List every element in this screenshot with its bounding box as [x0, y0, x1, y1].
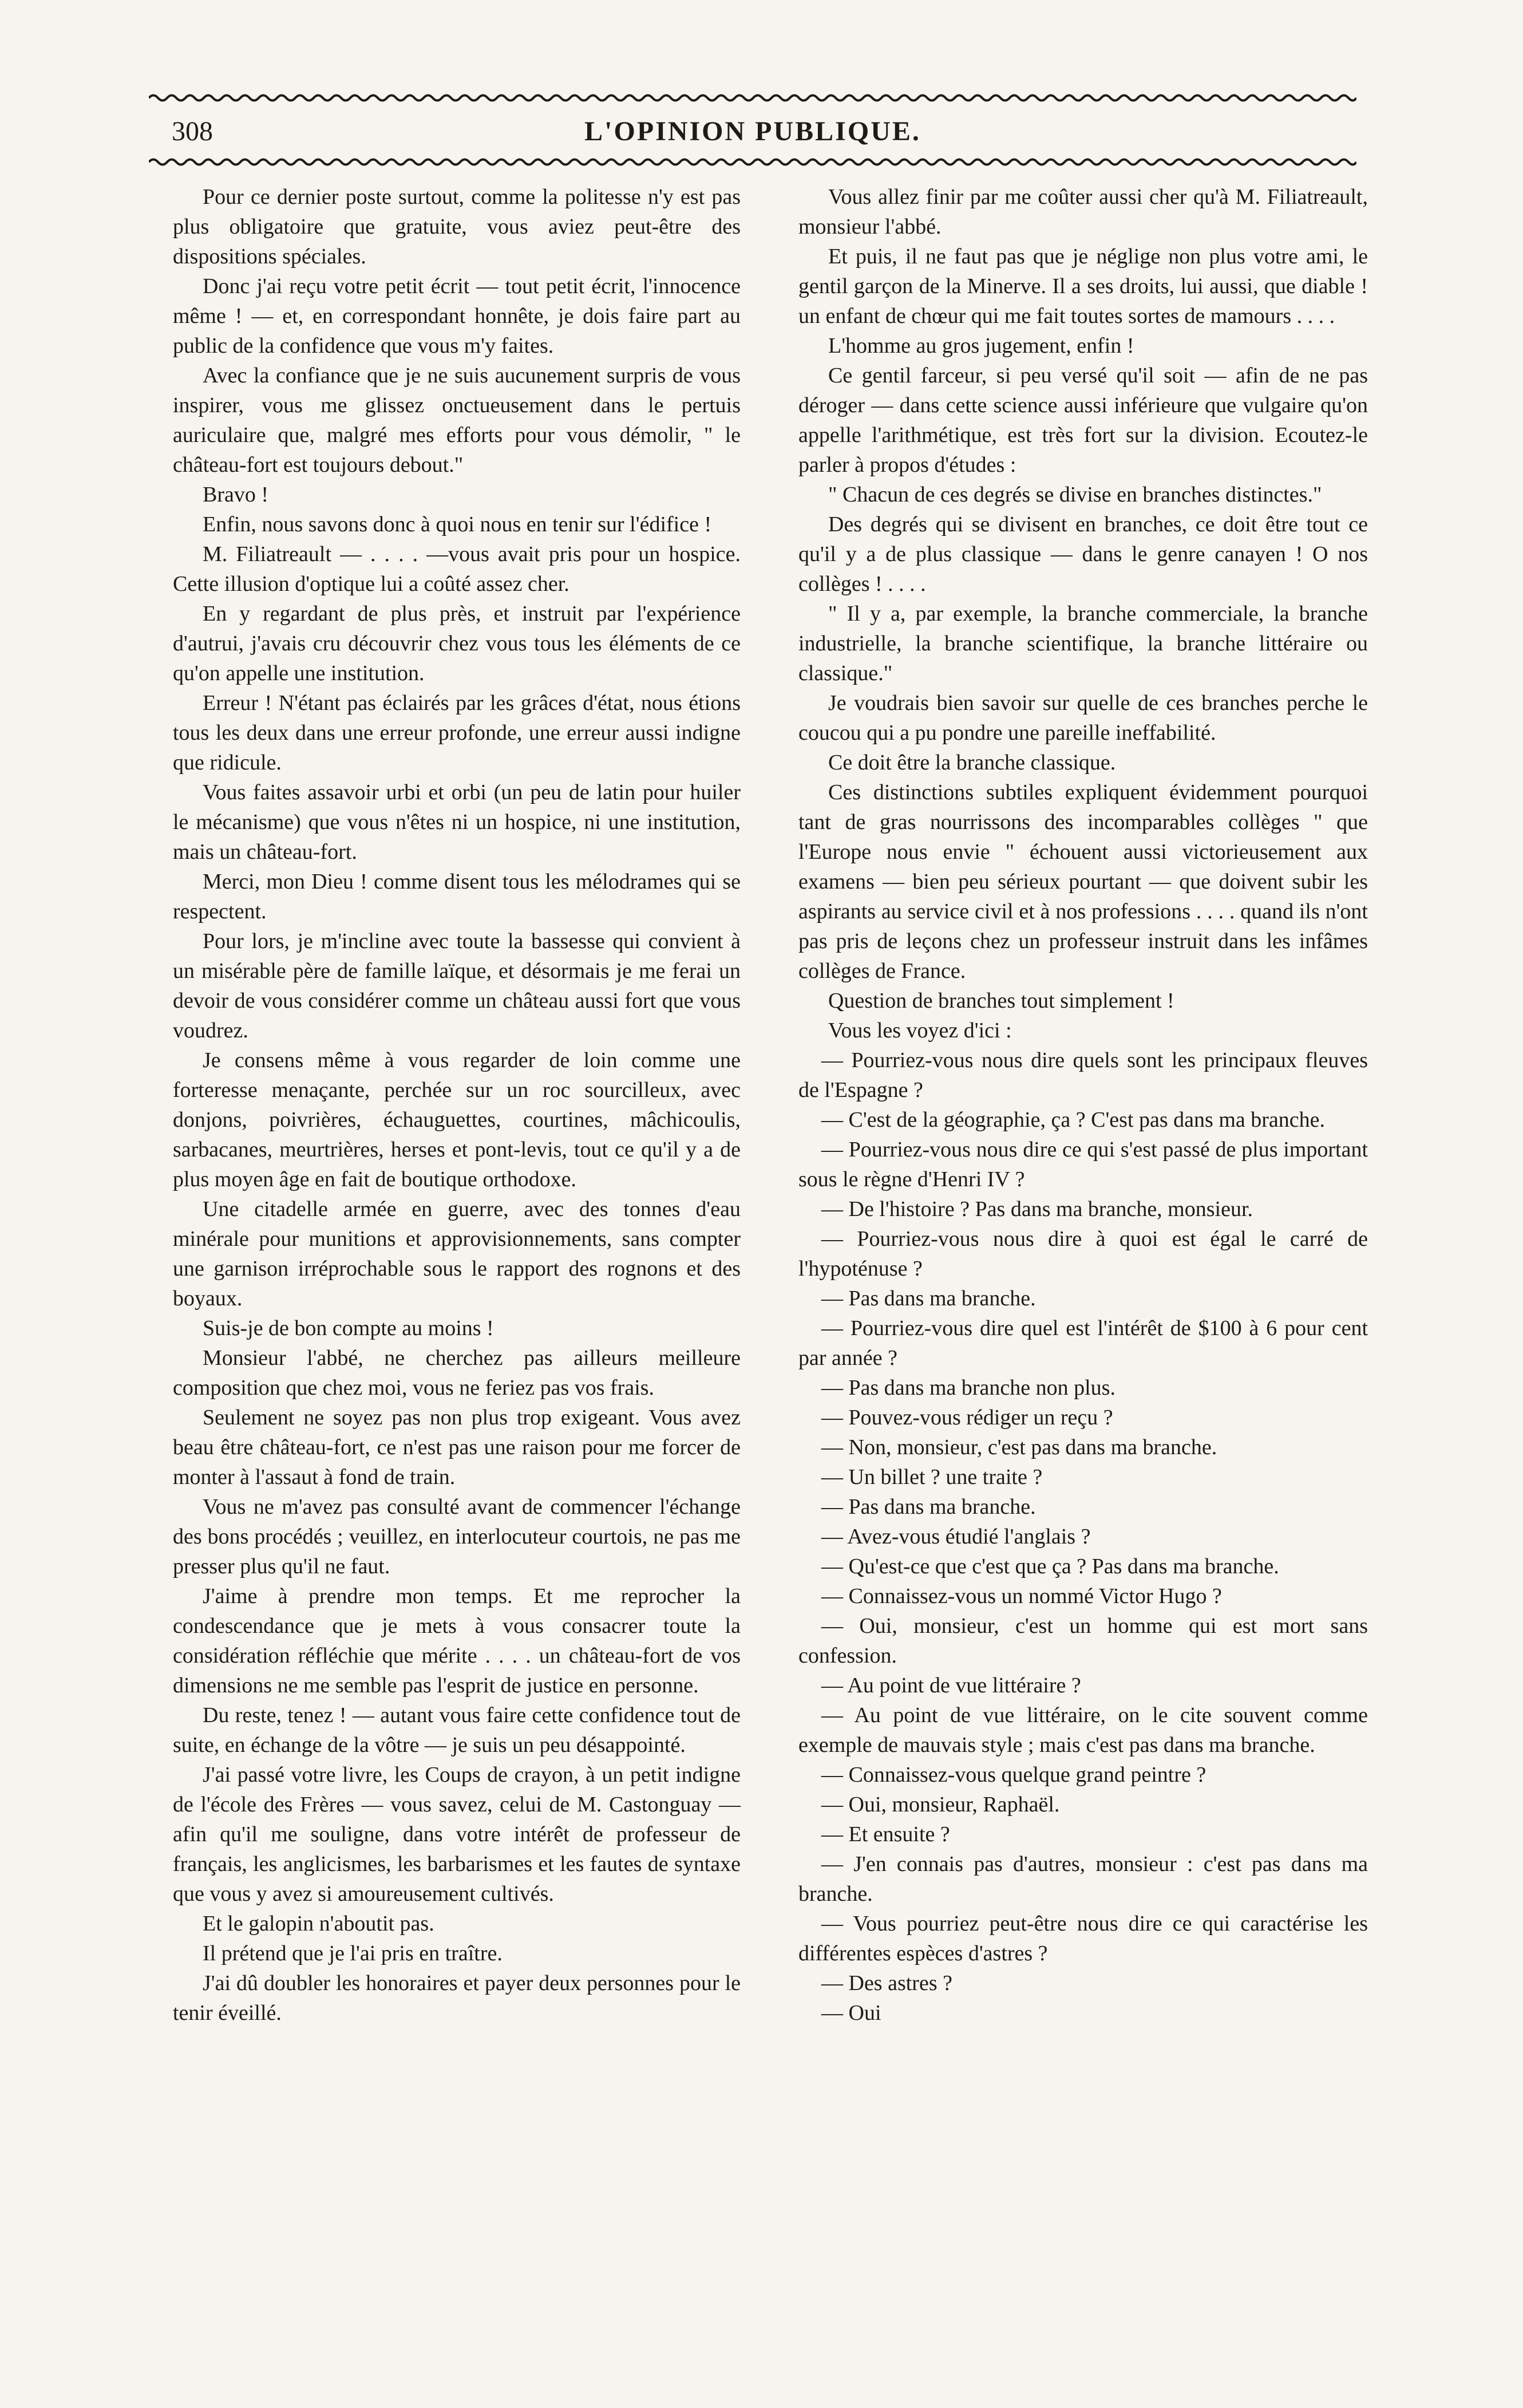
dialogue-line: — Qu'est-ce que c'est que ça ? Pas dans ma branche.: [821, 1554, 1279, 1578]
paragraph: Suis-je de bon compte au moins !: [203, 1316, 494, 1340]
paragraph: Je consens même à vous regarder de loin comme une forteresse menaçante, perchée sur un roc sourcilleux, avec donjons, poivrières, échauguettes, courtines, mâchicoulis, sarbacanes, meurtrières, herses et pont-levis, tout ce qu'il y a de plus moyen âge en fait de boutique orthodoxe.: [173, 1048, 741, 1191]
dialogue-line: — Pourriez-vous nous dire à quoi est égal le carré de l'hypoténuse ?: [798, 1227, 1368, 1281]
paragraph: Vous ne m'avez pas consulté avant de commencer l'échange des bons procédés ; veuillez, en interlocuteur courtois, ne pas me presser plus qu'il ne faut.: [173, 1495, 741, 1578]
dialogue-line: — Pouvez-vous rédiger un reçu ?: [821, 1406, 1113, 1430]
paragraph: Une citadelle armée en guerre, avec des tonnes d'eau minérale pour munitions et approvisionnements, sans compter une garnison irréprochable sous le rapport des rognons et des boyaux.: [173, 1197, 741, 1310]
paragraph: Vous faites assavoir urbi et orbi (un peu de latin pour huiler le mécanisme) que vous n'êtes ni un hospice, ni une institution, mais un château-fort.: [173, 780, 741, 864]
paragraph: Vous allez finir par me coûter aussi cher qu'à M. Filiatreault, monsieur l'abbé.: [798, 185, 1368, 239]
paragraph: Ce doit être la branche classique.: [828, 751, 1116, 775]
paragraph: Monsieur l'abbé, ne cherchez pas ailleurs meilleure composition que chez moi, vous ne feriez pas vos frais.: [173, 1346, 741, 1400]
paragraph: Ce gentil farceur, si peu versé qu'il soit — afin de ne pas déroger — dans cette science aussi inférieure que vulgaire qu'on appelle l'arithmétique, est très fort sur la division. Ecoutez-le parler à propos d'études :: [798, 364, 1368, 477]
paragraph: J'aime à prendre mon temps. Et me reprocher la condescendance que je mets à vous consacrer toute la considération réfléchie que mérite . . . . un château-fort de vos dimensions ne me semble pas l'esprit de justice en personne.: [173, 1584, 741, 1698]
paragraph: Pour ce dernier poste surtout, comme la politesse n'y est pas plus obligatoire que gratuite, vous aviez peut-être des dispositions spéciales.: [173, 185, 741, 269]
paragraph: Donc j'ai reçu votre petit écrit — tout petit écrit, l'innocence même ! — et, en correspondant honnête, je dois faire part au public de la confidence que vous m'y faites.: [173, 274, 741, 358]
dialogue-line: — Pas dans ma branche.: [821, 1286, 1036, 1310]
paragraph: Ces distinctions subtiles expliquent évidemment pourquoi tant de gras nourrissons des incomparables collèges " que l'Europe nous envie " échouent aussi victorieusement aux examens — bien peu sérieux pourtant — que doivent subir les aspirants au service civil et à nos professions . . . . quand ils n'ont pas pris de leçons chez un professeur instruit dans les infâmes collèges de France.: [798, 780, 1368, 983]
paragraph: Enfin, nous savons donc à quoi nous en tenir sur l'édifice !: [203, 512, 712, 536]
dialogue-line: — De l'histoire ? Pas dans ma branche, monsieur.: [821, 1197, 1253, 1221]
paragraph: Je voudrais bien savoir sur quelle de ces branches perche le coucou qui a pu pondre une pareille ineffabilité.: [798, 691, 1368, 745]
top-wavy-rule: [149, 92, 1356, 104]
dialogue-line: — Au point de vue littéraire, on le cite souvent comme exemple de mauvais style ; mais c'est pas dans ma branche.: [798, 1703, 1368, 1757]
dialogue-line: — Vous pourriez peut-être nous dire ce qui caractérise les différentes espèces d'astres ?: [798, 1912, 1368, 1965]
dialogue-line: — Pourriez-vous nous dire ce qui s'est passé de plus important sous le règne d'Henri IV ?: [798, 1138, 1368, 1191]
dialogue-line: — Connaissez-vous quelque grand peintre ?: [821, 1763, 1206, 1787]
paragraph: Et puis, il ne faut pas que je néglige non plus votre ami, le gentil garçon de la Minerve. Il a ses droits, lui aussi, que diable ! un enfant de chœur qui me fait toutes sortes de mamours . . . .: [798, 244, 1368, 328]
right-column: [798, 182, 1368, 2028]
left-column: [173, 182, 741, 2028]
paragraph: Pour lors, je m'incline avec toute la bassesse qui convient à un misérable père de famille laïque, et désormais je me ferai un devoir de vous considérer comme un château aussi fort que vous voudrez.: [173, 929, 741, 1043]
dialogue-line: — Avez-vous étudié l'anglais ?: [821, 1525, 1091, 1549]
paragraph: Bravo !: [203, 483, 269, 507]
paragraph: Question de branches tout simplement !: [828, 989, 1174, 1013]
journal-title: L'OPINION PUBLIQUE.: [584, 116, 921, 147]
paragraph: Merci, mon Dieu ! comme disent tous les mélodrames qui se respectent.: [173, 870, 741, 923]
dialogue-line: — Pas dans ma branche non plus.: [821, 1376, 1115, 1400]
dialogue-line: — Au point de vue littéraire ?: [821, 1673, 1081, 1698]
paragraph: " Il y a, par exemple, la branche commerciale, la branche industrielle, la branche scientifique, la branche littéraire ou classique.": [798, 602, 1368, 685]
dialogue-line: — Pas dans ma branche.: [821, 1495, 1036, 1519]
paragraph: Et le galopin n'aboutit pas.: [203, 1912, 434, 1936]
paragraph: L'homme au gros jugement, enfin !: [828, 334, 1134, 358]
dialogue-line: — J'en connais pas d'autres, monsieur : c'est pas dans ma branche.: [798, 1852, 1368, 1906]
paragraph: Avec la confiance que je ne suis aucunement surpris de vous inspirer, vous me glissez onctueusement dans le pertuis auriculaire que, malgré mes efforts pour vous démolir, " le château-fort est toujours debout.": [173, 364, 741, 477]
paragraph: En y regardant de plus près, et instruit par l'expérience d'autrui, j'avais cru découvrir chez vous tous les éléments de ce qu'on appelle une institution.: [173, 602, 741, 685]
paragraph: Des degrés qui se divisent en branches, ce doit être tout ce qu'il y a de plus classique — dans le genre canayen ! O nos collèges ! . . . .: [798, 512, 1368, 596]
paragraph: " Chacun de ces degrés se divise en branches distinctes.": [828, 483, 1322, 507]
paragraph: Seulement ne soyez pas non plus trop exigeant. Vous avez beau être château-fort, ce n'est pas une raison pour me forcer de monter à l'assaut à fond de train.: [173, 1406, 741, 1489]
paragraph: Erreur ! N'étant pas éclairés par les grâces d'état, nous étions tous les deux dans une erreur profonde, une erreur aussi indigne que ridicule.: [173, 691, 741, 775]
dialogue-line: — Des astres ?: [821, 1971, 952, 1995]
dialogue-line: — Un billet ? une traite ?: [821, 1465, 1043, 1489]
paragraph: Du reste, tenez ! — autant vous faire cette confidence tout de suite, en échange de la vôtre — je suis un peu désappointé.: [173, 1703, 741, 1757]
dialogue-line: — Pourriez-vous dire quel est l'intérêt de $100 à 6 pour cent par année ?: [798, 1316, 1368, 1370]
dialogue-line: — Oui: [821, 2001, 881, 2025]
dialogue-line: — C'est de la géographie, ça ? C'est pas dans ma branche.: [821, 1108, 1325, 1132]
page-header: [149, 92, 1356, 172]
dialogue-line: — Connaissez-vous un nommé Victor Hugo ?: [821, 1584, 1222, 1608]
dialogue-line: — Oui, monsieur, c'est un homme qui est mort sans confession.: [798, 1614, 1368, 1668]
dialogue-line: — Et ensuite ?: [821, 1822, 950, 1846]
dialogue-line: — Pourriez-vous nous dire quels sont les principaux fleuves de l'Espagne ?: [798, 1048, 1368, 1102]
page-number: 308: [172, 116, 213, 147]
paragraph: Vous les voyez d'ici :: [828, 1019, 1012, 1043]
dialogue-line: — Oui, monsieur, Raphaël.: [821, 1793, 1060, 1817]
paragraph: J'ai passé votre livre, les Coups de crayon, à un petit indigne de l'école des Frères — vous savez, celui de M. Castonguay — afin qu'il me souligne, dans votre intérêt de professeur de français, les anglicismes, les barbarismes et les fautes de syntaxe que vous y avez si amoureusement cultivés.: [173, 1763, 741, 1906]
bottom-wavy-rule: [149, 156, 1356, 168]
paragraph: M. Filiatreault — . . . . —vous avait pris pour un hospice. Cette illusion d'optique lui a coûté assez cher.: [173, 542, 741, 596]
paragraph: Il prétend que je l'ai pris en traître.: [203, 1941, 503, 1965]
dialogue-line: — Non, monsieur, c'est pas dans ma branche.: [821, 1435, 1217, 1459]
paragraph: J'ai dû doubler les honoraires et payer deux personnes pour le tenir éveillé.: [173, 1971, 741, 2025]
